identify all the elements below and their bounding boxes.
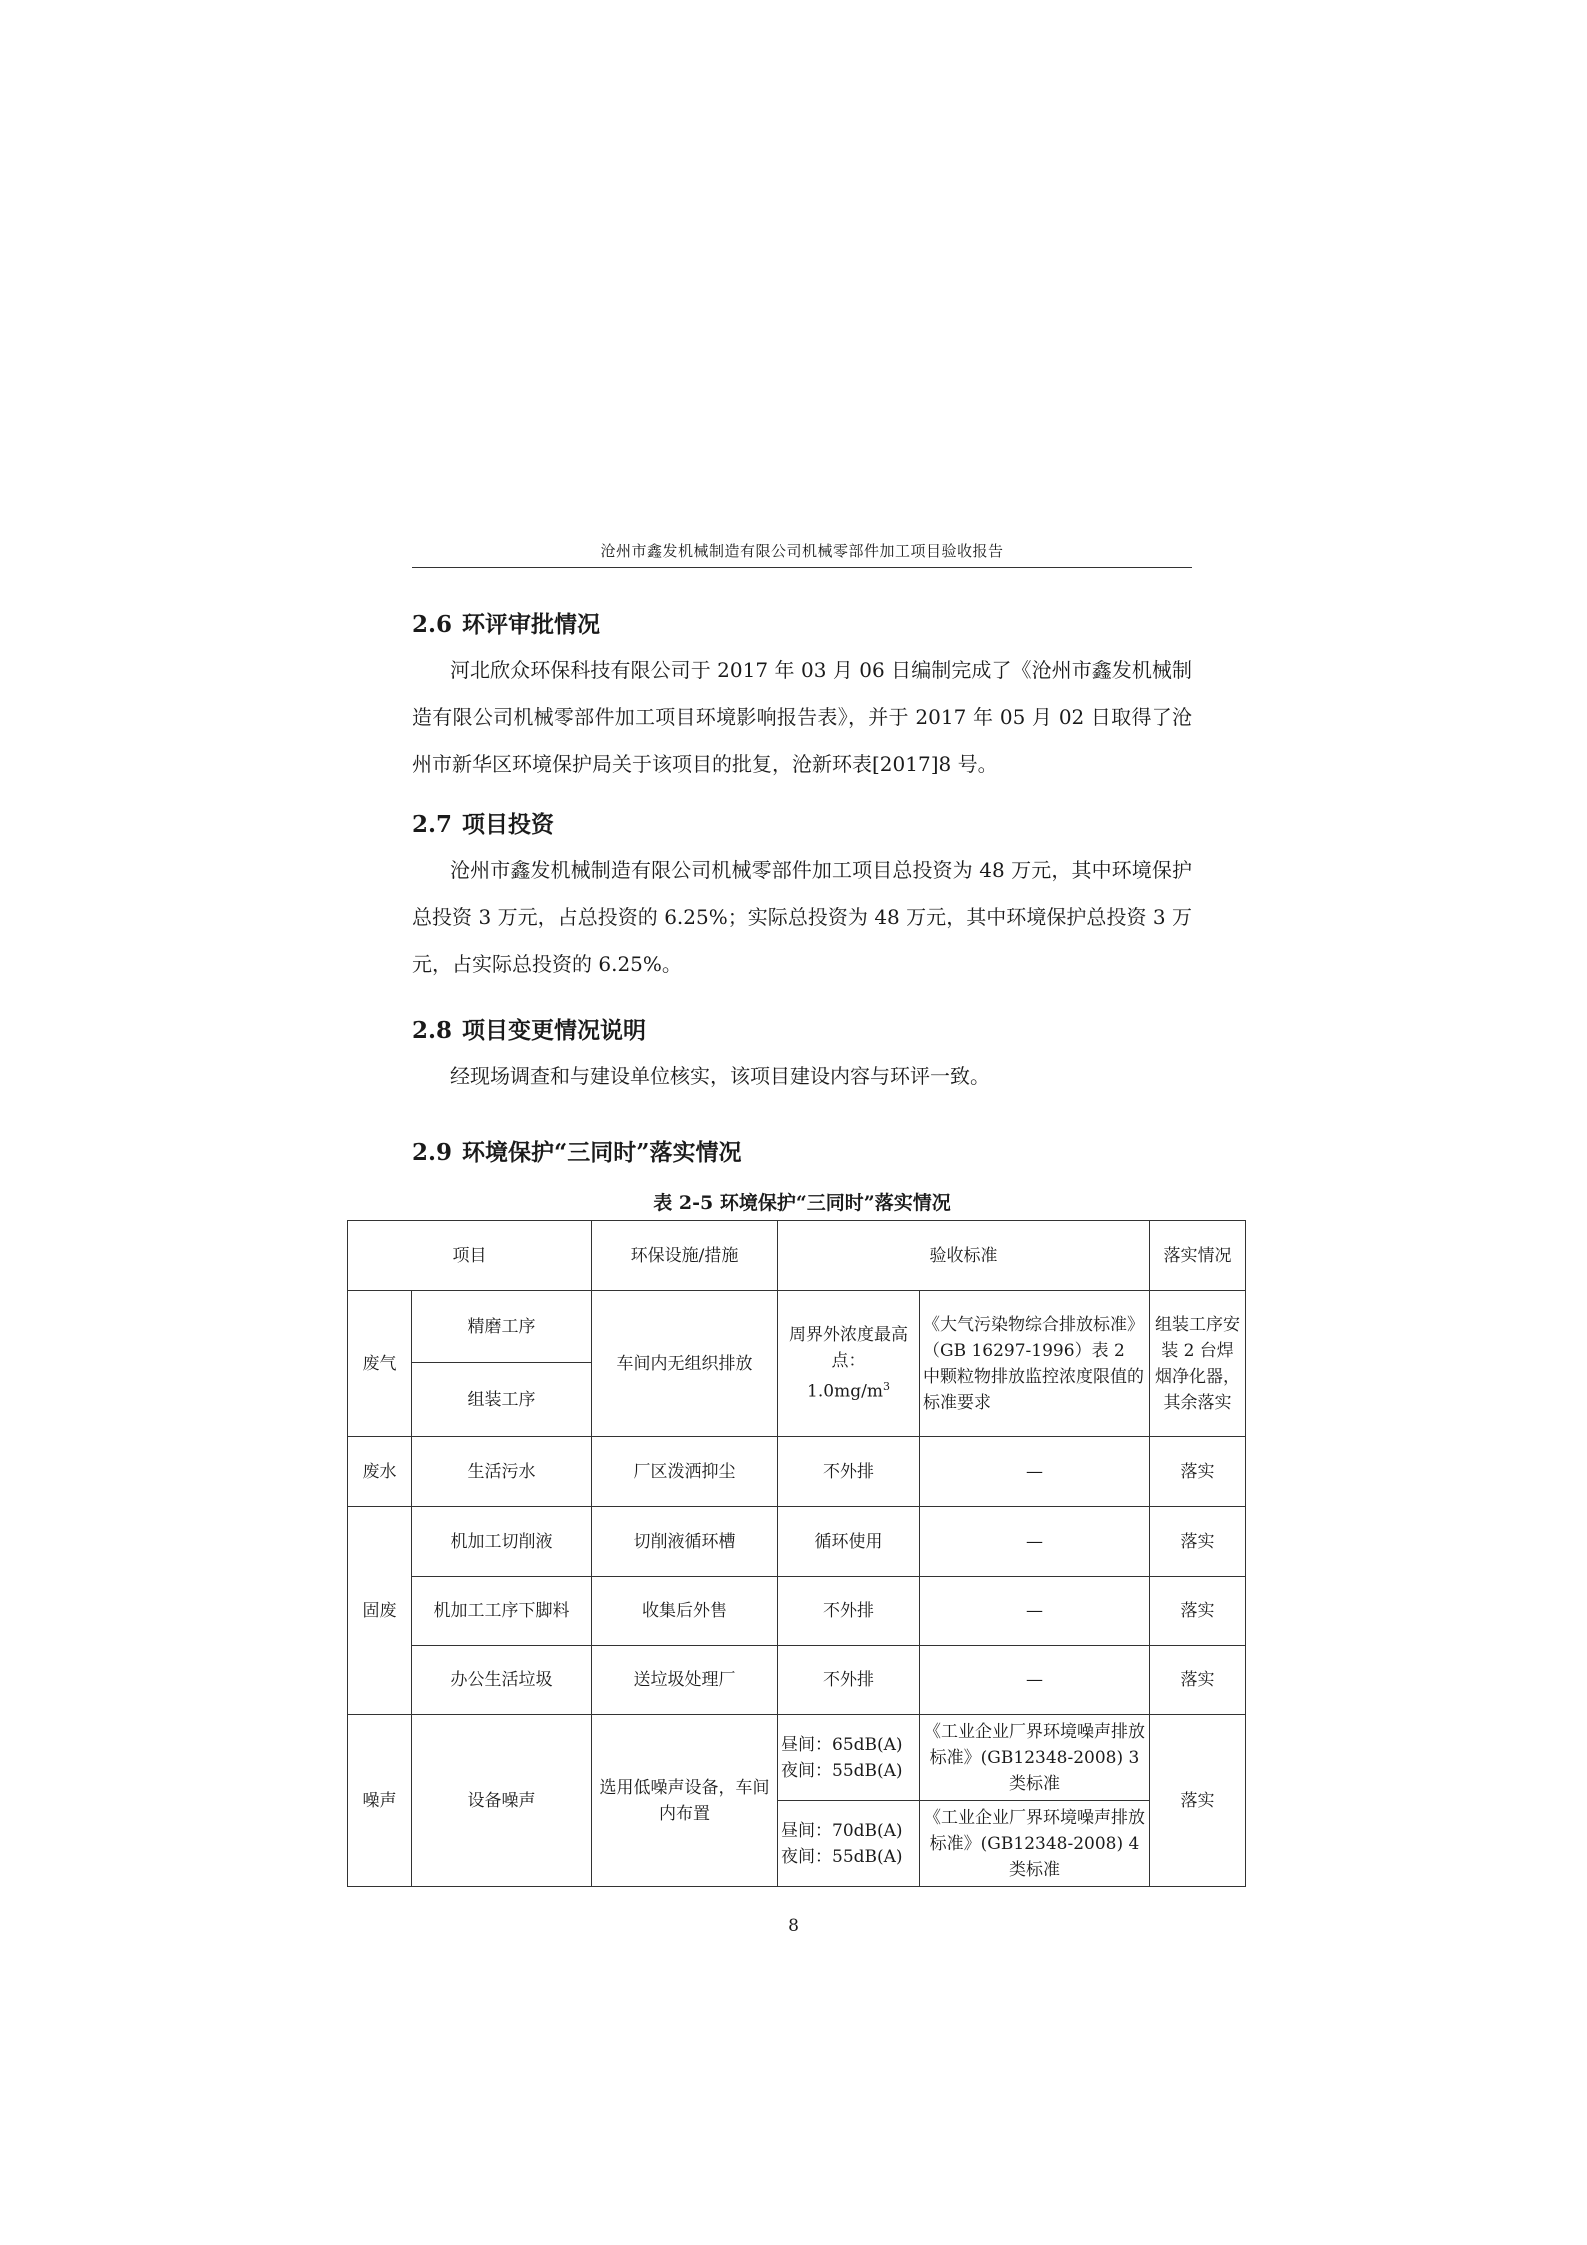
table-row (348, 1437, 1246, 1507)
three-simultaneous-table (347, 1220, 1246, 1887)
sub-item: 机加工切削液 (412, 1507, 592, 1577)
section-2-9 (412, 1134, 1192, 1167)
limit-cell: 循环使用 (778, 1507, 920, 1577)
standard-cell: 《工业企业厂界环境噪声排放标准》(GB12348-2008) 3 类标准 (920, 1715, 1150, 1801)
status-cell: 落实 (1150, 1646, 1246, 1715)
limit-cell (778, 1715, 920, 1801)
category-solid: 固废 (348, 1507, 412, 1715)
header-status: 落实情况 (1150, 1221, 1246, 1291)
header-item: 项目 (348, 1221, 592, 1291)
status-cell: 组装工序安装 2 台焊烟净化器，其余落实 (1150, 1291, 1246, 1437)
standard-cell: — (920, 1437, 1150, 1507)
section-heading (412, 806, 1192, 839)
section-heading (412, 1012, 1192, 1045)
day-limit: 昼间：70dB(A) (781, 1820, 903, 1841)
status-cell: 落实 (1150, 1577, 1246, 1646)
standard-cell: 《工业企业厂界环境噪声排放标准》(GB12348-2008) 4 类标准 (920, 1801, 1150, 1887)
limit-sup: 3 (882, 1380, 890, 1394)
header-standard: 验收标准 (778, 1221, 1150, 1291)
measure-cell: 收集后外售 (592, 1577, 778, 1646)
section-number: 2.6 (412, 611, 453, 638)
sub-item: 机加工工序下脚料 (412, 1577, 592, 1646)
section-number: 2.7 (412, 811, 453, 838)
measure-cell: 车间内无组织排放 (592, 1291, 778, 1437)
measure-cell: 切削液循环槽 (592, 1507, 778, 1577)
table-header-row (348, 1221, 1246, 1291)
header-measure: 环保设施/措施 (592, 1221, 778, 1291)
sub-item: 生活污水 (412, 1437, 592, 1507)
section-paragraph: 河北欣众环保科技有限公司于 2017 年 03 月 06 日编制完成了《沧州市鑫发机械制造有限公司机械零部件加工项目环境影响报告表》，并于 2017 年 05 月 02 日取得了沧州市新华区环境保护局关于该项目的批复，沧新环表[2017]8 号。 (412, 658, 1192, 776)
measure-cell: 选用低噪声设备，车间内布置 (592, 1715, 778, 1887)
section-paragraph: 沧州市鑫发机械制造有限公司机械零部件加工项目总投资为 48 万元，其中环境保护总投资 3 万元，占总投资的 6.25%；实际总投资为 48 万元，其中环境保护总投资 3 万元，占实际总投资的 6.25%。 (412, 858, 1192, 976)
table-row (348, 1291, 1246, 1363)
measure-cell: 厂区泼洒抑尘 (592, 1437, 778, 1507)
category-gas: 废气 (348, 1291, 412, 1437)
sub-item: 组装工序 (412, 1363, 592, 1437)
limit-cell (778, 1801, 920, 1887)
table-caption: 表 2-5 环境保护“三同时”落实情况 (653, 1192, 951, 1214)
section-heading (412, 606, 1192, 639)
section-title: 环境保护“三同时”落实情况 (462, 1139, 742, 1166)
section-title: 环评审批情况 (462, 611, 601, 638)
header-title: 沧州市鑫发机械制造有限公司机械零部件加工项目验收报告 (600, 542, 1004, 560)
status-cell: 落实 (1150, 1437, 1246, 1507)
category-water: 废水 (348, 1437, 412, 1507)
section-2-8 (412, 1012, 1192, 1100)
standard-cell: — (920, 1646, 1150, 1715)
sub-item: 精磨工序 (412, 1291, 592, 1363)
standard-cell: 《大气污染物综合排放标准》（GB 16297-1996）表 2 中颗粒物排放监控浓度限值的标准要求 (920, 1291, 1150, 1437)
measure-cell: 送垃圾处理厂 (592, 1646, 778, 1715)
standard-cell: — (920, 1507, 1150, 1577)
table-row (348, 1646, 1246, 1715)
section-title: 项目投资 (462, 811, 555, 838)
limit-cell: 不外排 (778, 1577, 920, 1646)
section-heading (412, 1134, 1192, 1167)
section-2-6 (412, 606, 1192, 788)
night-limit: 夜间：55dB(A) (781, 1760, 903, 1781)
page-header (412, 540, 1192, 568)
section-paragraph: 经现场调查和与建设单位核实，该项目建设内容与环评一致。 (450, 1064, 990, 1088)
limit-cell: 不外排 (778, 1437, 920, 1507)
limit-main: 周界外浓度最高点： (789, 1325, 908, 1372)
section-number: 2.8 (412, 1017, 453, 1044)
sub-item: 设备噪声 (412, 1715, 592, 1887)
section-number: 2.9 (412, 1139, 453, 1166)
status-cell: 落实 (1150, 1507, 1246, 1577)
category-noise: 噪声 (348, 1715, 412, 1887)
table-row (348, 1507, 1246, 1577)
limit-value: 1.0mg/m (807, 1381, 883, 1402)
standard-cell: — (920, 1577, 1150, 1646)
limit-cell: 不外排 (778, 1646, 920, 1715)
section-title: 项目变更情况说明 (462, 1017, 647, 1044)
night-limit: 夜间：55dB(A) (781, 1846, 903, 1867)
table-row (348, 1715, 1246, 1801)
status-cell: 落实 (1150, 1715, 1246, 1887)
table-row (348, 1577, 1246, 1646)
section-2-7 (412, 806, 1192, 988)
day-limit: 昼间：65dB(A) (781, 1734, 903, 1755)
limit-cell (778, 1291, 920, 1437)
page-number: 8 (788, 1916, 799, 1936)
sub-item: 办公生活垃圾 (412, 1646, 592, 1715)
